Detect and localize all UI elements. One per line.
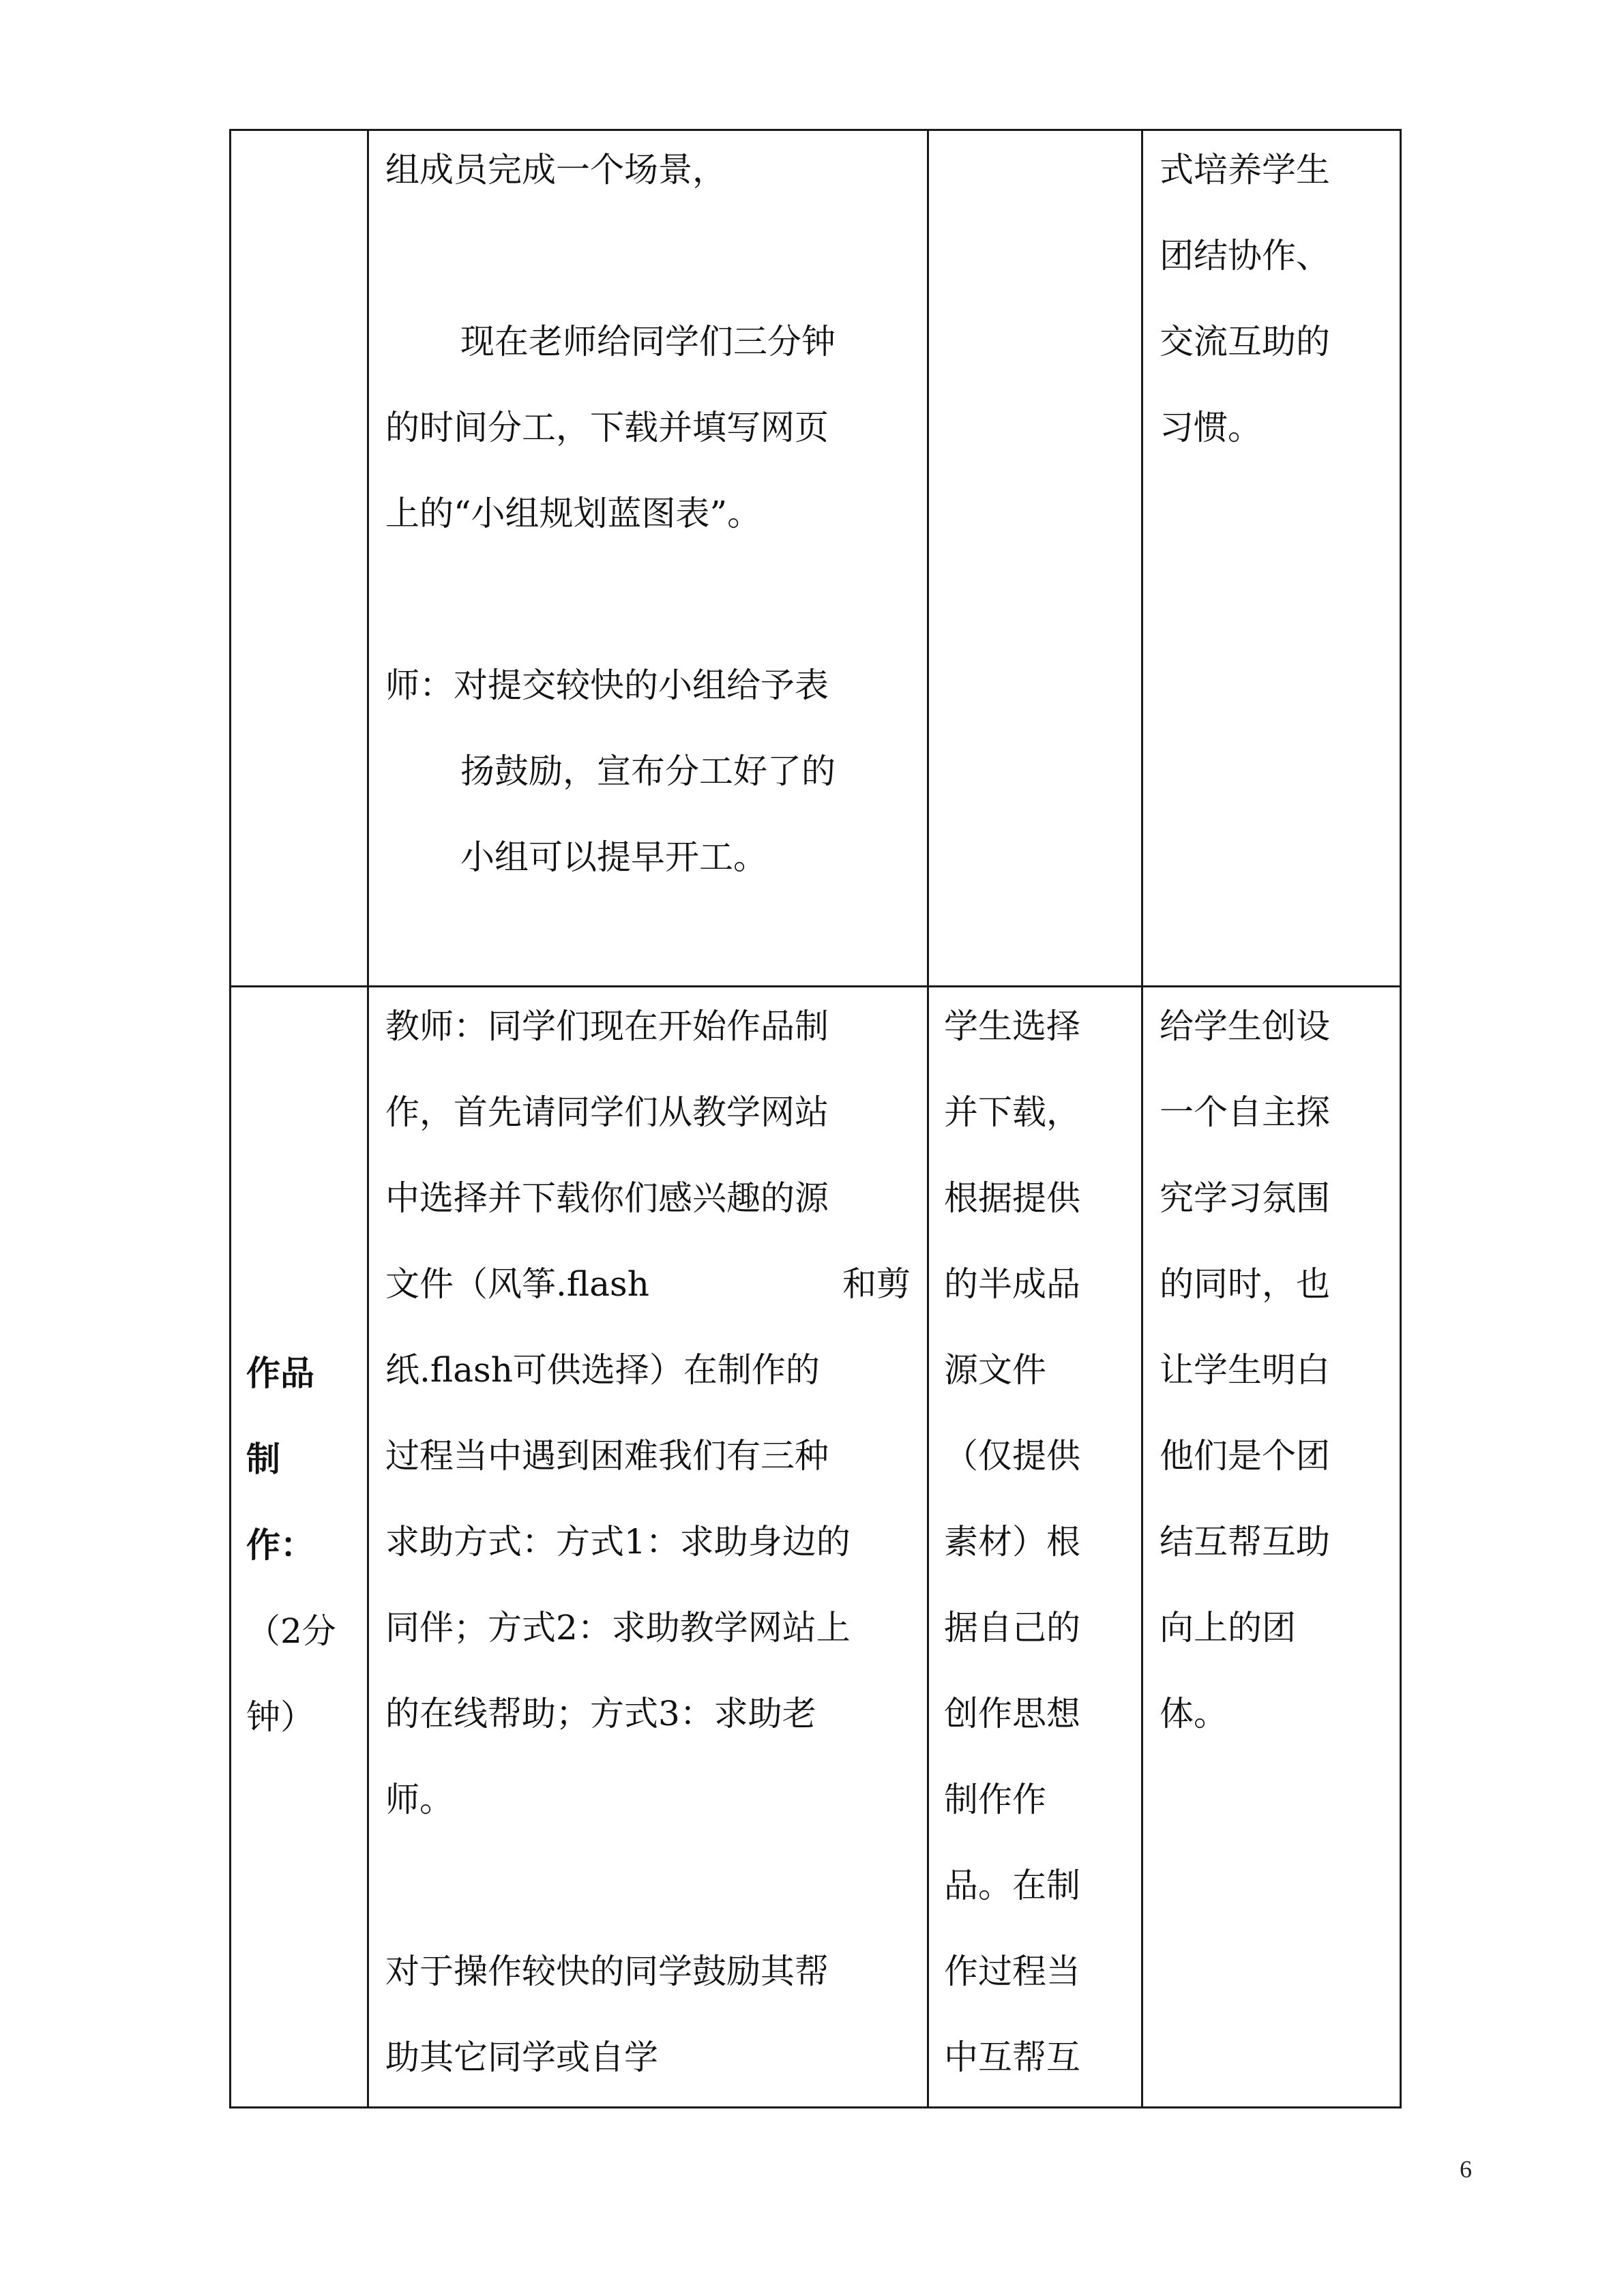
text-line: 上的“小组规划蓝图表”。 [385,494,762,533]
text-line: 让学生明白 [1160,1350,1330,1390]
text-line: 素材）根 [944,1522,1080,1562]
text-line: 他们是个团 [1160,1436,1330,1476]
text-line: 同伴；方式2：求助教学网站上 [385,1608,851,1648]
text-line: 式培养学生 [1160,150,1330,190]
blank-line [385,556,927,642]
stage-duration-line: （2分 [246,1611,336,1651]
text-line: 的同时，也 [1160,1264,1330,1304]
text-line: 小组可以提早开工。 [460,837,767,877]
blank-line [385,213,927,299]
text-line: 师。 [385,1780,454,1819]
table-row-work-production [231,987,1401,2108]
text-line: 的时间分工，下载并填写网页 [385,408,829,447]
text-line: 组成员完成一个场景， [385,150,726,190]
text-line: 向上的团 [1160,1608,1296,1648]
text-line: 师：对提交较快的小组给予表 [385,666,829,705]
text-line: 究学习氛围 [1160,1178,1330,1218]
student-activity-cell-empty [928,130,1142,987]
text-line: 团结协作、 [1160,236,1330,275]
text-line: 制作作 [944,1780,1046,1819]
student-activity-cell [928,987,1142,2108]
text-line: 助其它同学或自学 [385,2038,658,2077]
text-line-justified [385,1241,911,1327]
design-intent-cell [1142,987,1401,2108]
text-line: 纸.flash可供选择）在制作的 [385,1350,820,1390]
text-line: 的在线帮助；方式3：求助老 [385,1694,816,1733]
text-line: 创作思想 [944,1694,1080,1733]
teacher-activity-cell [368,987,928,2108]
text-fragment: 和剪 [842,1264,911,1304]
text-line: 习惯。 [1160,408,1262,447]
text-line: 的半成品 [944,1264,1080,1304]
stage-label-line: 制 [246,1438,280,1479]
text-fragment: 文件（风筝.flash [385,1264,649,1304]
lesson-plan-table [229,129,1402,2108]
table-row-continuation [231,130,1401,987]
blank-line [385,1843,927,1928]
text-line: 教师：同学们现在开始作品制 [385,1007,829,1046]
stage-label-line: 作： [246,1524,314,1565]
text-line: 作过程当 [944,1952,1080,1991]
text-line: 中互帮互 [944,2038,1080,2077]
text-line: 现在老师给同学们三分钟 [460,322,836,361]
text-line: 扬鼓励，宣布分工好了的 [460,751,836,791]
text-line: 结互帮互助 [1160,1522,1330,1562]
text-line: 并下载， [944,1092,1080,1132]
text-line: 据自己的 [944,1608,1080,1648]
text-line: 交流互助的 [1160,322,1330,361]
text-line: 学生选择 [944,1007,1080,1046]
text-line: 品。在制 [944,1866,1080,1905]
stage-label-cell-empty [231,130,368,987]
text-line: 给学生创设 [1160,1007,1330,1046]
teacher-activity-cell [368,130,928,987]
text-line: 作，首先请同学们从教学网站 [385,1092,829,1132]
text-line: 中选择并下载你们感兴趣的源 [385,1178,829,1218]
text-line: 一个自主探 [1160,1092,1330,1132]
design-intent-cell [1142,130,1401,987]
page-number: 6 [1460,2156,1472,2183]
text-line: 对于操作较快的同学鼓励其帮 [385,1952,829,1991]
text-line: （仅提供 [944,1436,1080,1476]
text-line: 源文件 [944,1350,1046,1390]
text-line: 体。 [1160,1694,1228,1733]
stage-duration-line: 钟） [246,1697,314,1737]
text-line: 过程当中遇到困难我们有三种 [385,1436,829,1476]
text-line: 求助方式：方式1：求助身边的 [385,1522,851,1562]
text-line: 根据提供 [944,1178,1080,1218]
stage-label-cell [231,987,368,2108]
stage-label-line: 作品 [246,1352,314,1393]
